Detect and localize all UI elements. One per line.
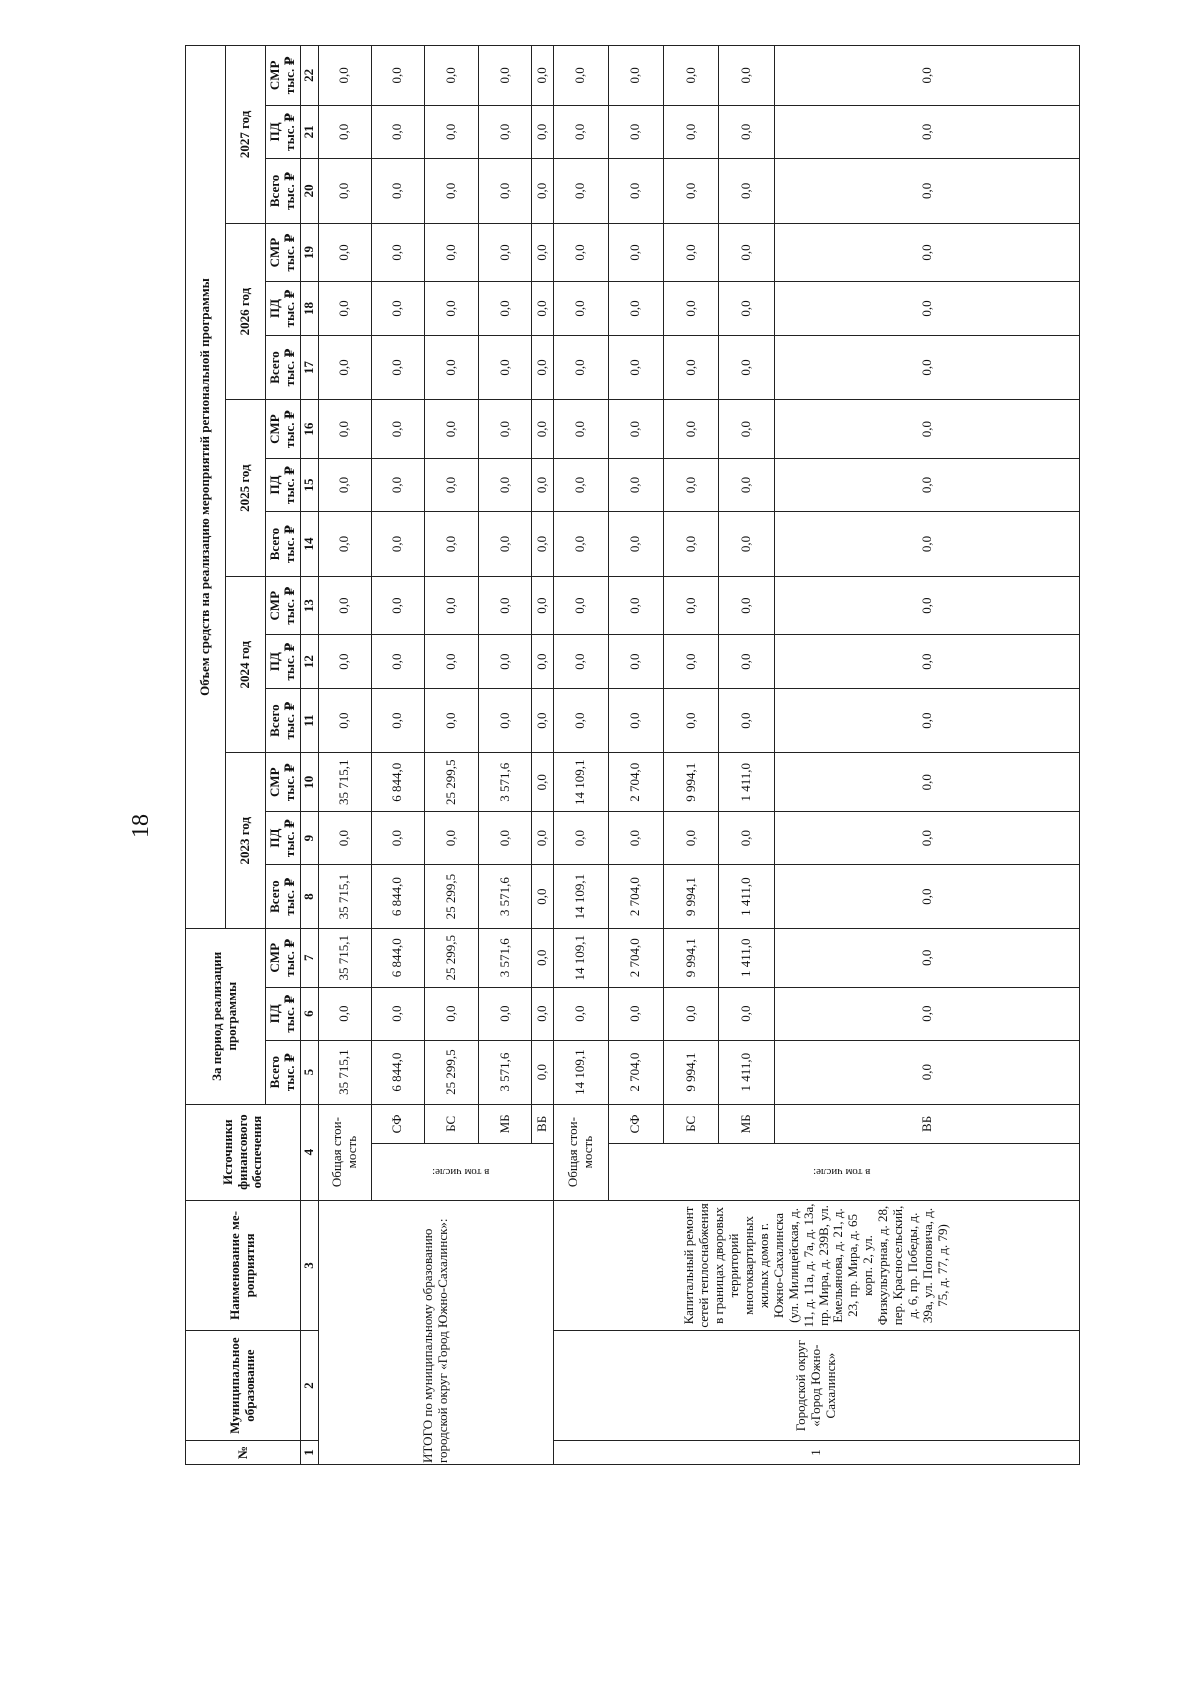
total-label: ИТОГО по муниципальному образованию городской округ «Город Южно-Сахалинск»: [319,1200,554,1464]
value-cell: 25 299,5 [425,753,479,812]
value-cell: 0,0 [478,159,532,224]
value-cell: 14 109,1 [554,1040,609,1104]
value-cell: 3 571,6 [478,865,532,929]
value-cell: 0,0 [775,223,1080,282]
value-cell: 0,0 [371,458,425,511]
table-row [554,46,609,1465]
column-number: 20 [301,159,319,224]
source-code: СФ [608,1104,663,1144]
subheader-label: Всего [266,1055,282,1089]
header-year-2025: 2025 год [225,400,265,577]
value-cell: 0,0 [478,400,532,459]
value-cell: 0,0 [554,159,609,224]
value-cell: 0,0 [663,512,719,577]
value-cell: 0,0 [719,282,775,335]
value-cell: 0,0 [319,46,371,106]
value-cell: 0,0 [532,987,554,1040]
subheader-unit: тыс. ₽ [281,525,297,563]
value-cell: 0,0 [775,929,1080,988]
item-event-name: Капитальный ремонт сетей теплоснабжения в границах дворовых территорий многоквартирных жилых домов г. Южно-Сахалинска (ул. Милицейская, д. 11, д. 11а, д. 7а, д. 13а, пр. Мира, д. 239В, ул. Емельянова, д. 21, д. 23, пр. Мира, д. 65 корп. 2, ул. Физкультурная, д. 28, пер. Красносельский, д. 6, пр. Победы, д. 39а, ул. Поповича, д. 75, д. 77, д. 79) [554,1200,1080,1331]
column-number: 9 [301,811,319,864]
value-cell: 9 994,1 [663,1040,719,1104]
subheader-smr [265,929,300,988]
subheader-label: СМР [266,590,282,621]
value-cell: 14 109,1 [554,753,609,812]
value-cell: 0,0 [478,46,532,106]
subheader-label: ПД [266,828,282,848]
value-cell: 0,0 [608,576,663,635]
value-cell: 0,0 [775,105,1080,158]
value-cell: 0,0 [608,987,663,1040]
value-cell: 2 704,0 [608,865,663,929]
value-cell: 0,0 [554,400,609,459]
value-cell: 0,0 [608,512,663,577]
subheader-pd [265,458,300,511]
value-cell: 0,0 [775,46,1080,106]
value-cell: 0,0 [319,282,371,335]
subheader-smr [265,46,300,106]
value-cell: 0,0 [319,635,371,688]
source-code: БС [425,1104,479,1144]
value-cell: 0,0 [775,635,1080,688]
value-cell: 0,0 [371,105,425,158]
value-cell: 25 299,5 [425,1040,479,1104]
value-cell: 0,0 [425,576,479,635]
value-cell: 0,0 [775,865,1080,929]
subheader-label: СМР [266,767,282,798]
table-row [319,46,371,1465]
subheader-vsego [265,1040,300,1104]
value-cell: 0,0 [532,335,554,400]
value-cell: 0,0 [554,335,609,400]
value-cell: 0,0 [532,105,554,158]
value-cell: 0,0 [319,576,371,635]
value-cell: 0,0 [319,159,371,224]
subheader-label: ПД [266,475,282,495]
value-cell: 3 571,6 [478,753,532,812]
value-cell: 0,0 [478,512,532,577]
column-number: 14 [301,512,319,577]
value-cell: 35 715,1 [319,865,371,929]
page-number: 18 [128,814,154,838]
column-number: 4 [301,1104,319,1200]
value-cell: 6 844,0 [371,753,425,812]
value-cell: 0,0 [608,335,663,400]
value-cell: 0,0 [608,400,663,459]
subheader-pd [265,635,300,688]
source-code: МБ [719,1104,775,1144]
subheader-vsego [265,159,300,224]
value-cell: 9 994,1 [663,865,719,929]
subheader-label: СМР [266,414,282,444]
value-cell: 0,0 [554,223,609,282]
column-number: 17 [301,335,319,400]
source-code: ВБ [532,1104,554,1144]
source-code: БС [663,1104,719,1144]
value-cell: 0,0 [663,811,719,864]
subheader-label: ПД [266,1004,282,1024]
subheader-unit: тыс. ₽ [281,877,297,916]
value-cell: 0,0 [775,400,1080,459]
value-cell: 0,0 [319,223,371,282]
value-cell: 0,0 [532,753,554,812]
header-no: № [186,1440,301,1464]
subheader-label: ПД [266,652,282,672]
subheader-smr [265,223,300,282]
value-cell: 0,0 [719,576,775,635]
value-cell: 0,0 [775,811,1080,864]
value-cell: 14 109,1 [554,865,609,929]
value-cell: 0,0 [371,400,425,459]
value-cell: 25 299,5 [425,929,479,988]
subheader-label: Всего [266,174,282,208]
value-cell: 0,0 [425,635,479,688]
item-number: 1 [554,1440,1080,1464]
value-cell: 0,0 [554,987,609,1040]
subheader-vsego [265,688,300,753]
header-year-2024: 2024 год [225,576,265,753]
value-cell: 0,0 [719,105,775,158]
value-cell: 0,0 [425,458,479,511]
value-cell: 0,0 [663,400,719,459]
value-cell: 0,0 [719,46,775,106]
column-number: 2 [301,1331,319,1441]
value-cell: 0,0 [532,400,554,459]
value-cell: 0,0 [719,159,775,224]
value-cell: 1 411,0 [719,929,775,988]
value-cell: 0,0 [478,688,532,753]
value-cell: 0,0 [478,105,532,158]
including-text: в том числе: [813,1166,871,1179]
subheader-pd [265,282,300,335]
header-year-2023: 2023 год [225,753,265,929]
value-cell: 0,0 [532,688,554,753]
value-cell: 0,0 [719,458,775,511]
including-text: в том числе: [431,1166,490,1179]
column-number: 16 [301,400,319,459]
value-cell: 0,0 [371,46,425,106]
column-number: 3 [301,1200,319,1331]
subheader-label: ПД [266,122,282,142]
value-cell: 0,0 [478,458,532,511]
value-cell: 0,0 [554,688,609,753]
value-cell: 0,0 [775,1040,1080,1104]
value-cell: 0,0 [608,458,663,511]
value-cell: 0,0 [775,512,1080,577]
subheader-vsego [265,512,300,577]
source-code: СФ [371,1104,425,1144]
column-number: 15 [301,458,319,511]
value-cell: 0,0 [425,512,479,577]
column-number: 19 [301,223,319,282]
value-cell: 0,0 [478,811,532,864]
value-cell: 0,0 [532,929,554,988]
value-cell: 0,0 [532,46,554,106]
value-cell: 9 994,1 [663,929,719,988]
subheader-unit: тыс. ₽ [281,763,297,802]
subheader-unit: тыс. ₽ [281,701,297,740]
value-cell: 0,0 [663,987,719,1040]
value-cell: 0,0 [719,987,775,1040]
subheader-unit: тыс. ₽ [281,348,297,387]
subheader-vsego [265,335,300,400]
source-total-cost: Общая стои-мость [319,1104,371,1200]
value-cell: 0,0 [608,282,663,335]
column-number: 10 [301,753,319,812]
value-cell: 0,0 [425,159,479,224]
value-cell: 0,0 [663,688,719,753]
value-cell: 0,0 [719,223,775,282]
value-cell: 0,0 [319,400,371,459]
value-cell: 0,0 [319,105,371,158]
value-cell: 0,0 [371,223,425,282]
subheader-label: Всего [266,704,282,737]
column-number: 1 [301,1440,319,1464]
value-cell: 0,0 [775,688,1080,753]
value-cell: 0,0 [554,635,609,688]
value-cell: 0,0 [775,282,1080,335]
column-number: 18 [301,282,319,335]
value-cell: 0,0 [663,458,719,511]
header-municipality: Муниципальное образование [186,1331,301,1441]
value-cell: 2 704,0 [608,1040,663,1104]
value-cell: 0,0 [425,335,479,400]
value-cell: 0,0 [371,987,425,1040]
subheader-unit: тыс. ₽ [281,56,297,95]
subheader-pd [265,987,300,1040]
value-cell: 2 704,0 [608,929,663,988]
value-cell: 0,0 [663,159,719,224]
value-cell: 0,0 [478,576,532,635]
including-label [608,1144,1079,1200]
column-number: 6 [301,987,319,1040]
value-cell: 0,0 [554,811,609,864]
subheader-smr [265,753,300,812]
subheader-unit: тыс. ₽ [281,112,297,151]
value-cell: 0,0 [663,335,719,400]
value-cell: 0,0 [554,46,609,106]
value-cell: 14 109,1 [554,929,609,988]
subheader-vsego [265,865,300,929]
value-cell: 0,0 [371,159,425,224]
value-cell: 0,0 [719,335,775,400]
value-cell: 0,0 [775,576,1080,635]
value-cell: 0,0 [554,512,609,577]
subheader-label: Всего [266,527,282,561]
value-cell: 0,0 [371,635,425,688]
value-cell: 0,0 [608,223,663,282]
subheader-unit: тыс. ₽ [281,586,297,625]
rotated-table-container [185,45,1080,1465]
value-cell: 0,0 [371,335,425,400]
value-cell: 0,0 [554,576,609,635]
value-cell: 0,0 [532,223,554,282]
value-cell: 0,0 [319,335,371,400]
value-cell: 0,0 [663,282,719,335]
value-cell: 0,0 [532,458,554,511]
value-cell: 0,0 [775,335,1080,400]
value-cell: 0,0 [554,105,609,158]
subheader-unit: тыс. ₽ [281,994,297,1033]
value-cell: 0,0 [371,512,425,577]
value-cell: 0,0 [608,635,663,688]
value-cell: 0,0 [663,105,719,158]
subheader-unit: тыс. ₽ [281,819,297,858]
funding-table [185,45,1080,1465]
value-cell: 0,0 [425,688,479,753]
column-number: 12 [301,635,319,688]
value-cell: 35 715,1 [319,753,371,812]
value-cell: 0,0 [775,753,1080,812]
value-cell: 0,0 [425,46,479,106]
value-cell: 0,0 [775,458,1080,511]
column-number: 13 [301,576,319,635]
subheader-pd [265,105,300,158]
value-cell: 0,0 [554,458,609,511]
value-cell: 6 844,0 [371,865,425,929]
subheader-unit: тыс. ₽ [281,1053,297,1092]
subheader-label: СМР [266,942,282,973]
header-event: Наименование ме-роприятия [186,1200,301,1331]
subheader-unit: тыс. ₽ [281,233,297,272]
value-cell: 0,0 [532,865,554,929]
item-municipality: Городской округ «Город Южно-Сахалинск» [554,1331,1080,1441]
value-cell: 0,0 [719,635,775,688]
value-cell: 35 715,1 [319,929,371,988]
value-cell: 0,0 [532,159,554,224]
column-number: 11 [301,688,319,753]
value-cell: 1 411,0 [719,865,775,929]
value-cell: 0,0 [425,282,479,335]
value-cell: 0,0 [554,282,609,335]
subheader-unit: тыс. ₽ [281,289,297,328]
value-cell: 0,0 [532,635,554,688]
value-cell: 0,0 [478,635,532,688]
source-code: ВБ [775,1104,1080,1144]
header-period: За период реализации программы [186,929,266,1105]
subheader-unit: тыс. ₽ [281,410,297,449]
source-total-cost: Общая стои-мость [554,1104,609,1200]
value-cell: 0,0 [425,105,479,158]
value-cell: 0,0 [663,46,719,106]
subheader-unit: тыс. ₽ [281,642,297,681]
value-cell: 0,0 [532,512,554,577]
subheader-unit: тыс. ₽ [281,171,297,210]
value-cell: 0,0 [608,688,663,753]
value-cell: 0,0 [478,282,532,335]
value-cell: 0,0 [719,400,775,459]
value-cell: 1 411,0 [719,1040,775,1104]
value-cell: 0,0 [371,282,425,335]
value-cell: 0,0 [478,223,532,282]
value-cell: 0,0 [663,635,719,688]
value-cell: 0,0 [478,335,532,400]
subheader-pd [265,811,300,864]
value-cell: 2 704,0 [608,753,663,812]
header-sources: Источники финансового обеспечения [186,1104,301,1200]
header-volume: Объем средств на реализацию мероприятий региональной программы [186,46,226,929]
value-cell: 0,0 [319,987,371,1040]
value-cell: 0,0 [775,159,1080,224]
value-cell: 0,0 [478,987,532,1040]
value-cell: 0,0 [719,811,775,864]
value-cell: 0,0 [371,811,425,864]
value-cell: 0,0 [532,1040,554,1104]
value-cell: 0,0 [425,400,479,459]
column-number: 7 [301,929,319,988]
value-cell: 0,0 [663,576,719,635]
including-label [371,1144,553,1200]
value-cell: 0,0 [663,223,719,282]
value-cell: 0,0 [532,282,554,335]
value-cell: 0,0 [425,811,479,864]
value-cell: 25 299,5 [425,865,479,929]
value-cell: 1 411,0 [719,753,775,812]
value-cell: 0,0 [608,46,663,106]
value-cell: 0,0 [532,576,554,635]
value-cell: 0,0 [425,223,479,282]
header-year-2027: 2027 год [225,46,265,224]
value-cell: 0,0 [608,811,663,864]
value-cell: 3 571,6 [478,929,532,988]
value-cell: 0,0 [425,987,479,1040]
subheader-smr [265,400,300,459]
value-cell: 0,0 [319,811,371,864]
column-number: 22 [301,46,319,106]
subheader-label: СМР [266,237,282,268]
value-cell: 6 844,0 [371,1040,425,1104]
value-cell: 0,0 [532,811,554,864]
value-cell: 0,0 [719,512,775,577]
value-cell: 0,0 [319,512,371,577]
value-cell: 6 844,0 [371,929,425,988]
subheader-label: СМР [266,60,282,91]
source-code: МБ [478,1104,532,1144]
value-cell: 0,0 [319,688,371,753]
value-cell: 0,0 [319,458,371,511]
value-cell: 9 994,1 [663,753,719,812]
subheader-unit: тыс. ₽ [281,938,297,977]
value-cell: 0,0 [719,688,775,753]
column-number: 5 [301,1040,319,1104]
subheader-unit: тыс. ₽ [281,466,297,504]
value-cell: 3 571,6 [478,1040,532,1104]
value-cell: 0,0 [608,105,663,158]
subheader-smr [265,576,300,635]
column-number: 21 [301,105,319,158]
header-year-2026: 2026 год [225,223,265,400]
value-cell: 0,0 [775,987,1080,1040]
value-cell: 0,0 [371,576,425,635]
subheader-label: Всего [266,880,282,913]
subheader-label: ПД [266,298,282,318]
value-cell: 0,0 [371,688,425,753]
subheader-label: Всего [266,351,282,384]
column-number: 8 [301,865,319,929]
value-cell: 35 715,1 [319,1040,371,1104]
value-cell: 0,0 [608,159,663,224]
